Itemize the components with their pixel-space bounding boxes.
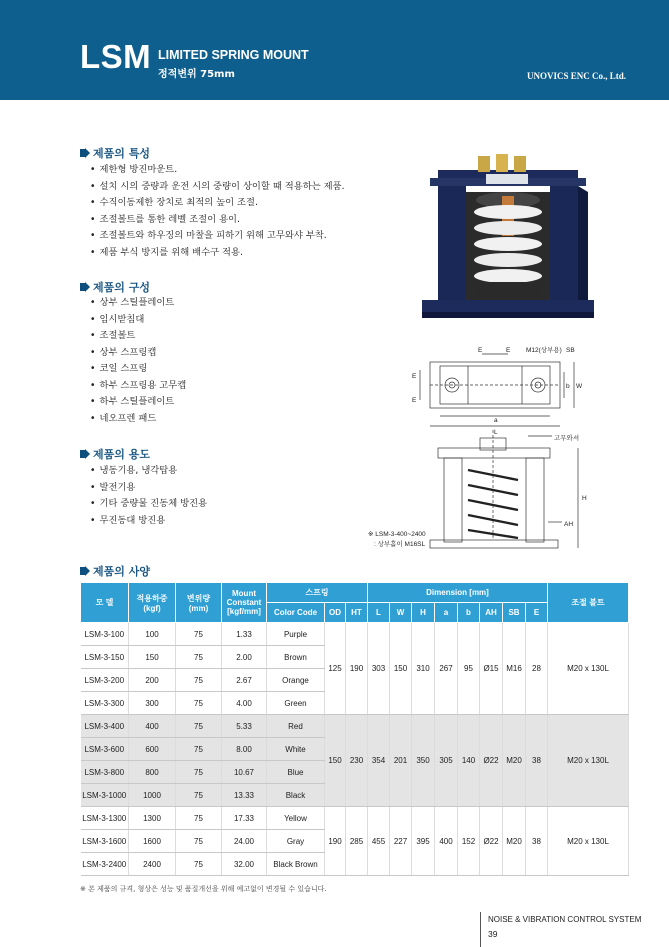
product-code: LSM [80, 38, 152, 75]
page-header [0, 0, 669, 100]
footnote: ※ 본 제품의 규격, 형상은 성능 및 품질개선을 위해 예고없이 변경될 수 있습니다. [80, 885, 327, 893]
dim-label-h: H [582, 495, 587, 502]
dim-label-e-left2: E [412, 397, 417, 404]
table-row: LSM-3-1000 1000 75 13.33 Black [81, 784, 629, 807]
col-header-deflection: 변위량 (mm) [176, 583, 222, 623]
col-header-w: W [390, 603, 412, 623]
dim-label-m12: M12(상부용) [526, 347, 562, 354]
dim-label-sb: SB [566, 347, 575, 354]
col-header-model: 모 델 [81, 583, 129, 623]
col-header-h: H [412, 603, 435, 623]
list-item: • 무진동대 방진용 [90, 513, 207, 530]
list-item: • 조절볼트를 통한 레벨 조절이 용이. [90, 212, 345, 229]
company-name: UNOVICS ENC Co., Ltd. [527, 71, 627, 81]
technical-drawing [368, 340, 598, 560]
col-header-dimension: Dimension [mm] [368, 583, 548, 603]
components-heading [80, 279, 150, 295]
table-row: LSM-3-2400 2400 75 32.00 Black Brown [81, 853, 629, 876]
col-header-ah: AH [480, 603, 503, 623]
col-header-mount-constant: Mount Constant [kgf/mm] [222, 583, 267, 623]
col-header-l: L [368, 603, 390, 623]
list-item: • 수직이동제한 장치로 최적의 높이 조절. [90, 195, 345, 212]
list-item: • 냉동기용, 냉각탑용 [90, 463, 207, 480]
list-item: • 제품 부식 방지를 위해 배수구 적용. [90, 245, 345, 262]
col-header-spring: 스프링 [267, 583, 368, 603]
table-row: LSM-3-1600 1600 75 24.00 Gray [81, 830, 629, 853]
list-item: • 기타 중량물 진동체 방진용 [90, 496, 207, 513]
dim-label-e1: E [478, 347, 483, 354]
uses-heading [80, 446, 150, 462]
table-row: LSM-3-200 200 75 2.67 Orange [81, 669, 629, 692]
dim-label-b: b [566, 383, 570, 390]
list-item: • 상부 스틸플레이트 [90, 295, 186, 312]
components-list [90, 295, 186, 427]
table-row: LSM-3-1300 1300 75 17.33 Yellow 190 285 455 227 395 400 152 Ø22 M20 38 M20 x 130L [81, 807, 629, 830]
list-item: • 네오프렌 패드 [90, 411, 186, 428]
col-header-color: Color Code [267, 603, 325, 623]
col-header-a: a [435, 603, 458, 623]
list-item: • 설치 시의 중량과 운전 시의 중량이 상이할 때 적용하는 제품. [90, 179, 345, 196]
list-item: • 제한형 방진마운트. [90, 162, 345, 179]
section-arrow-icon [80, 566, 90, 576]
dim-label-e-left1: E [412, 373, 417, 380]
col-header-load: 적용하중 (kgf) [129, 583, 176, 623]
col-header-sb: SB [503, 603, 526, 623]
dim-label-ah: AH [564, 521, 574, 528]
footer-text: NOISE & VIBRATION CONTROL SYSTEM [488, 915, 642, 924]
table-row: LSM-3-800 800 75 10.67 Blue [81, 761, 629, 784]
section-arrow-icon [80, 449, 90, 459]
dim-label-a: a [494, 417, 498, 424]
list-item: • 하부 스틸플레이트 [90, 394, 186, 411]
drawing-note-line1: ※ LSM-3-400~2400 [368, 531, 426, 538]
col-header-ht: HT [346, 603, 368, 623]
list-item: • 조절볼트와 하우징의 마찰을 피하기 위해 고무와샤 부착. [90, 228, 345, 245]
spec-table [80, 582, 629, 876]
product-subtitle: 정적변위 75mm [158, 69, 235, 80]
table-row: LSM-3-600 600 75 8.00 White [81, 738, 629, 761]
list-item: • 조절볼트 [90, 328, 186, 345]
product-photo [408, 152, 608, 324]
list-item: • 임시받침대 [90, 312, 186, 329]
footer-divider [480, 912, 481, 947]
section-arrow-icon [80, 148, 90, 158]
features-heading [80, 145, 150, 161]
table-row: LSM-3-300 300 75 4.00 Green [81, 692, 629, 715]
uses-list [90, 463, 207, 529]
table-row: LSM-3-150 150 75 2.00 Brown [81, 646, 629, 669]
dim-label-washer: 고무와셔 [554, 435, 580, 442]
components-title: 제품의 구성 [93, 281, 150, 294]
features-title: 제품의 특성 [93, 147, 150, 160]
col-header-b: b [458, 603, 480, 623]
dim-label-e2: E [506, 347, 511, 354]
list-item: • 발전기용 [90, 480, 207, 497]
col-header-od: OD [325, 603, 346, 623]
table-row: LSM-3-100 100 75 1.33 Purple 125 190 303 150 310 267 95 Ø15 M16 28 M20 x 130L [81, 623, 629, 646]
uses-title: 제품의 용도 [93, 448, 150, 461]
section-arrow-icon [80, 282, 90, 292]
page-number: 39 [488, 929, 498, 939]
spec-heading [80, 563, 150, 579]
features-list [90, 162, 345, 261]
list-item: • 상부 스프링캡 [90, 345, 186, 362]
col-header-e: E [526, 603, 548, 623]
dim-label-w: W [576, 383, 583, 390]
product-title: LIMITED SPRING MOUNT [158, 48, 309, 62]
drawing-note-line2: : 상부홀이 M16SL [374, 541, 426, 548]
table-row: LSM-3-400 400 75 5.33 Red 150 230 354 201 350 305 140 Ø22 M20 38 M20 x 130L [81, 715, 629, 738]
list-item: • 코일 스프링 [90, 361, 186, 378]
dim-label-l: L [494, 429, 498, 436]
spec-title: 제품의 사양 [93, 565, 150, 578]
col-header-bolt: 조절 볼트 [548, 583, 629, 623]
list-item: • 하부 스프링용 고무캡 [90, 378, 186, 395]
